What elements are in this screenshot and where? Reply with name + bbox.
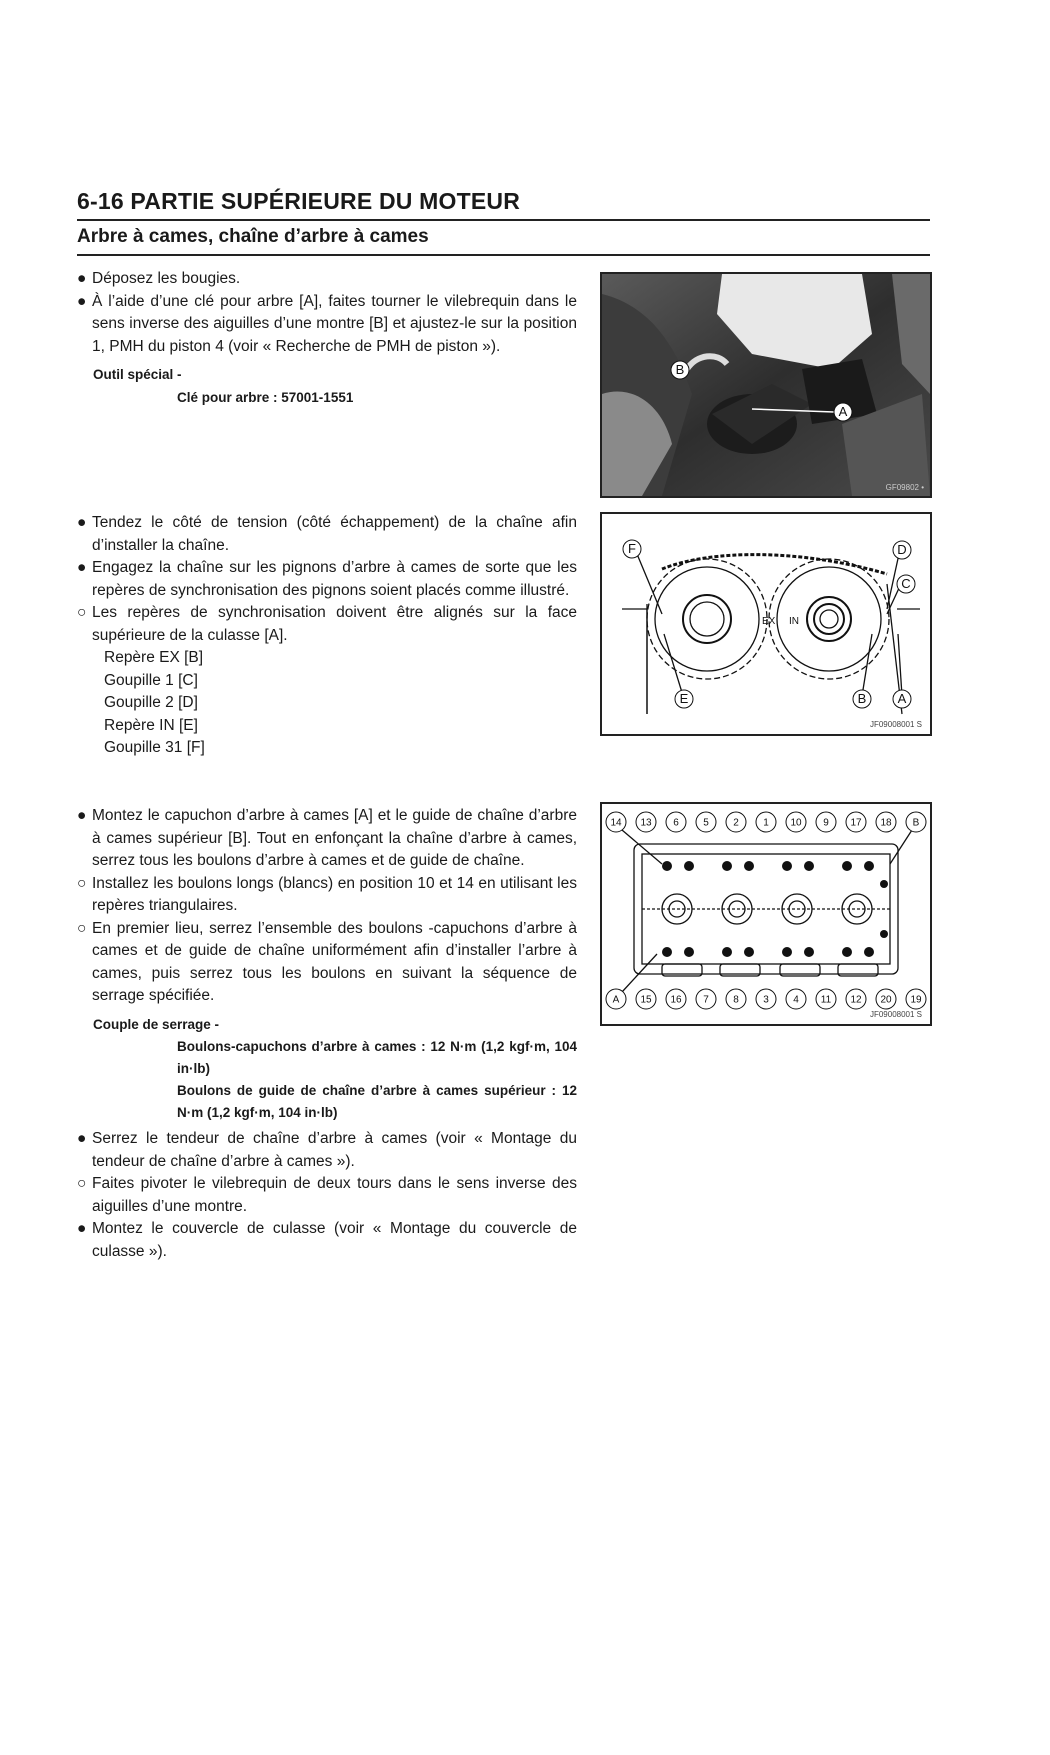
- special-tool-item: Clé pour arbre : 57001-1551: [177, 389, 354, 405]
- sequence-number: 20: [880, 994, 892, 1006]
- label-e: E: [679, 691, 689, 706]
- tightening-sequence-diagram: [602, 804, 930, 1024]
- bullet-item: ● Déposez les bougies.: [77, 270, 241, 287]
- figure-crankshaft-photo: [600, 272, 932, 498]
- sequence-number: 9: [823, 817, 829, 829]
- section-title: Arbre à cames, chaîne d’arbre à cames: [77, 226, 429, 247]
- sequence-number: 2: [733, 817, 739, 829]
- reference-item: Repère IN [E]: [104, 716, 198, 734]
- sequence-number: 10: [790, 817, 802, 829]
- sub-bullet-item: ○ Faites pivoter le vilebrequin de deux tours dans le sens inverse des aiguilles d’une montre.: [77, 1175, 577, 1215]
- label-c: C: [901, 576, 911, 591]
- sequence-number: 16: [670, 994, 682, 1006]
- figure-code: JF09008001 S: [869, 720, 922, 729]
- reference-item: Repère EX [B]: [104, 649, 204, 666]
- reference-item: Goupille 2 [D]: [104, 694, 198, 711]
- sequence-number: 19: [910, 994, 922, 1006]
- sequence-number: 7: [703, 994, 709, 1006]
- sequence-number: 15: [640, 994, 652, 1006]
- bullet-item: ● Montez le couvercle de culasse (voir « Montage du couvercle de culasse »).: [77, 1220, 577, 1260]
- sequence-number: 3: [763, 994, 769, 1006]
- figure-timing-marks: [600, 512, 932, 736]
- label-a: A: [838, 404, 848, 419]
- sub-bullet-item: ○ Installez les boulons longs (blancs) en position 10 et 14 en utilisant les repères triangulaires.: [77, 874, 577, 914]
- special-tool-label: Outil spécial -: [93, 367, 182, 382]
- bullet-item: ● À l’aide d’une clé pour arbre [A], faites tourner le vilebrequin dans le sens inverse des aiguilles d’une montre [B] et ajustez-le sur la position 1, PMH du piston 4 (voir « Recherche de PMH de piston »).: [77, 292, 577, 355]
- section-rule: [77, 254, 930, 256]
- timing-marks-diagram: [602, 514, 930, 734]
- ex-mark: EX: [762, 616, 776, 627]
- bullet-item: ● Montez le capuchon d’arbre à cames [A] et le guide de chaîne d’arbre à cames supérieur [B]. Tout en enfonçant la chaîne d’arbre à cames, serrez tous les boulons d’arbre à cames et de guide de chaîne.: [77, 807, 577, 869]
- sequence-number: 12: [850, 994, 862, 1006]
- bullet-item: ● Tendez le côté de tension (côté échappement) de la chaîne afin d’installer la chaîne.: [77, 514, 577, 554]
- torque-item: Boulons de guide de chaîne d’arbre à cames supérieur : 12 N·m (1,2 kgf·m, 104 in·lb): [177, 1083, 577, 1120]
- sequence-number: 11: [820, 994, 832, 1006]
- in-mark: IN: [789, 616, 799, 627]
- label-b: B: [675, 362, 685, 377]
- label-d: D: [897, 542, 907, 557]
- label-a: A: [897, 691, 907, 706]
- bullet-item: ● Serrez le tendeur de chaîne d’arbre à cames (voir « Montage du tendeur de chaîne d’arbre à cames »).: [77, 1130, 577, 1170]
- bottom-sequence-numbers: [606, 989, 926, 1009]
- sequence-number: A: [612, 994, 620, 1006]
- text-block-1: [77, 268, 577, 409]
- crankshaft-photo-illustration: [602, 274, 930, 496]
- label-f: F: [628, 541, 636, 556]
- sequence-number: 18: [880, 817, 892, 829]
- sequence-number: 4: [793, 994, 799, 1006]
- sequence-number: 6: [673, 817, 679, 829]
- sequence-number: 5: [703, 817, 709, 829]
- torque-label: Couple de serrage -: [93, 1016, 220, 1032]
- reference-item: Goupille 1 [C]: [104, 671, 198, 689]
- text-block-3: [77, 805, 577, 1263]
- sub-bullet-item: ○ Les repères de synchronisation doivent être alignés sur la face supérieure de la culasse [A].: [77, 604, 577, 644]
- reference-item: Goupille 31 [F]: [104, 739, 205, 756]
- sequence-number: B: [912, 817, 920, 829]
- page-title: 6-16 PARTIE SUPÉRIEURE DU MOTEUR: [77, 188, 521, 214]
- text-block-2: [77, 512, 577, 760]
- sequence-number: 14: [610, 817, 622, 829]
- figure-code: JF09008001 S: [869, 1010, 922, 1019]
- bullet-item: ● Engagez la chaîne sur les pignons d’arbre à cames de sorte que les repères de synchronisation des pignons soient placés comme illustré.: [77, 559, 577, 599]
- torque-item: Boulons-capuchons d’arbre à cames : 12 N·m (1,2 kgf·m, 104 in·lb): [177, 1039, 577, 1076]
- sequence-number: 17: [850, 817, 862, 829]
- sequence-number: 13: [640, 817, 652, 829]
- sequence-number: 8: [733, 994, 739, 1006]
- figure-tightening-sequence: [600, 802, 932, 1026]
- top-sequence-numbers: [606, 812, 926, 832]
- figure-code: GF09802 •: [885, 483, 924, 492]
- sequence-number: 1: [763, 817, 769, 829]
- label-b: B: [857, 691, 867, 706]
- header-rule: [77, 219, 930, 221]
- sub-bullet-item: ○ En premier lieu, serrez l’ensemble des boulons -capuchons d’arbre à cames et de guide de chaîne uniformément afin d’installer l’arbre à cames, puis serrez tous les boulons en suivant la séquence de serrage spécifiée.: [77, 919, 577, 1004]
